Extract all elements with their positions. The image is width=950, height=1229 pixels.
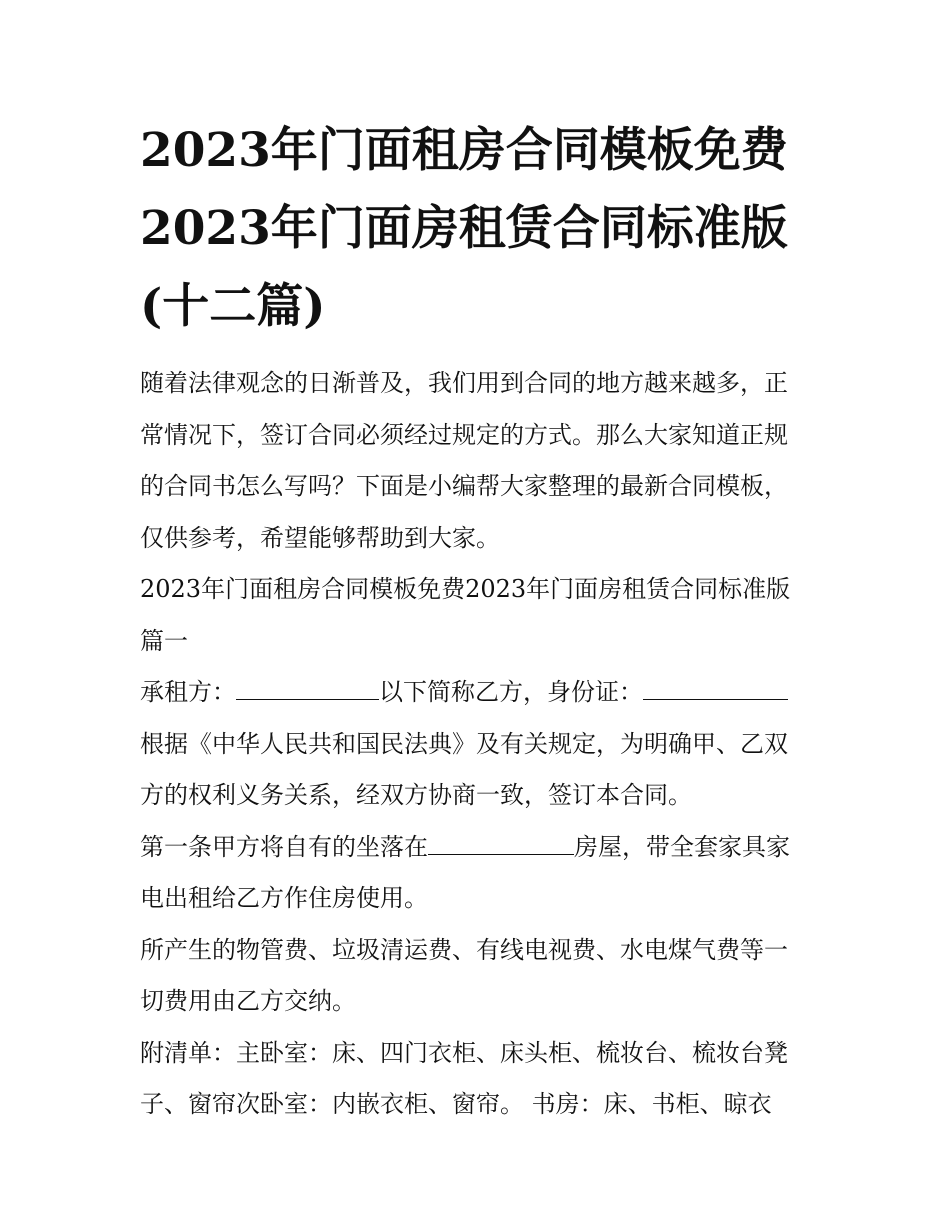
article-1-paragraph <box>140 822 820 925</box>
article-1-prefix: 第一条甲方将自有的坐落在 <box>140 832 428 861</box>
text-line: 切费用由乙方交纳。 <box>140 987 356 1015</box>
fees-paragraph <box>140 925 820 1028</box>
text-line: 电出租给乙方作住房使用。 <box>140 884 428 912</box>
document-title <box>140 112 820 346</box>
text-line: 附清单：主卧室：床、四门衣柜、床头柜、梳妆台、梳妆台凳 <box>140 1038 788 1067</box>
tenant-name-blank <box>236 673 379 700</box>
text-line: 的合同书怎么写吗？下面是小编帮大家整理的最新合同模板， <box>140 472 788 500</box>
document-body <box>140 358 820 1131</box>
intro-paragraph <box>140 358 820 564</box>
basis-paragraph <box>140 719 820 822</box>
text-line: 篇一 <box>140 626 188 655</box>
text-line: 2023年门面租房合同模板免费2023年门面房租赁合同标准版 <box>140 575 791 603</box>
section-heading <box>140 564 820 667</box>
title-line: (十二篇) <box>140 279 326 334</box>
title-line: 2023年门面房租赁合同标准版 <box>140 201 788 256</box>
tenant-label: 承租方： <box>140 678 236 706</box>
tenant-paragraph <box>140 667 820 719</box>
article-1-suffix: 房屋，带全套家具家 <box>574 832 790 861</box>
text-line: 根据《中华人民共和国民法典》及有关规定，为明确甲、乙双 <box>140 729 788 758</box>
text-line: 常情况下，签订合同必须经过规定的方式。那么大家知道正规 <box>140 420 788 449</box>
document-page <box>140 112 820 1131</box>
text-line: 仅供参考，希望能够帮助到大家。 <box>140 523 500 552</box>
text-line: 所产生的物管费、垃圾清运费、有线电视费、水电煤气费等一 <box>140 935 788 964</box>
text-line: 方的权利义务关系，经双方协商一致，签订本合同。 <box>140 781 692 809</box>
text-line <box>140 667 820 719</box>
tenant-id-blank <box>643 673 788 700</box>
text-line <box>140 822 820 874</box>
title-line: 2023年门面租房合同模板免费 <box>140 123 788 178</box>
tenant-id-label: 以下简称乙方，身份证： <box>379 678 643 706</box>
property-address-blank <box>428 828 574 855</box>
inventory-paragraph <box>140 1028 820 1131</box>
text-line: 随着法律观念的日渐普及，我们用到合同的地方越来越多，正 <box>140 369 788 397</box>
text-line: 子、窗帘次卧室：内嵌衣柜、窗帘。 书房：床、书柜、晾衣 <box>140 1090 772 1118</box>
